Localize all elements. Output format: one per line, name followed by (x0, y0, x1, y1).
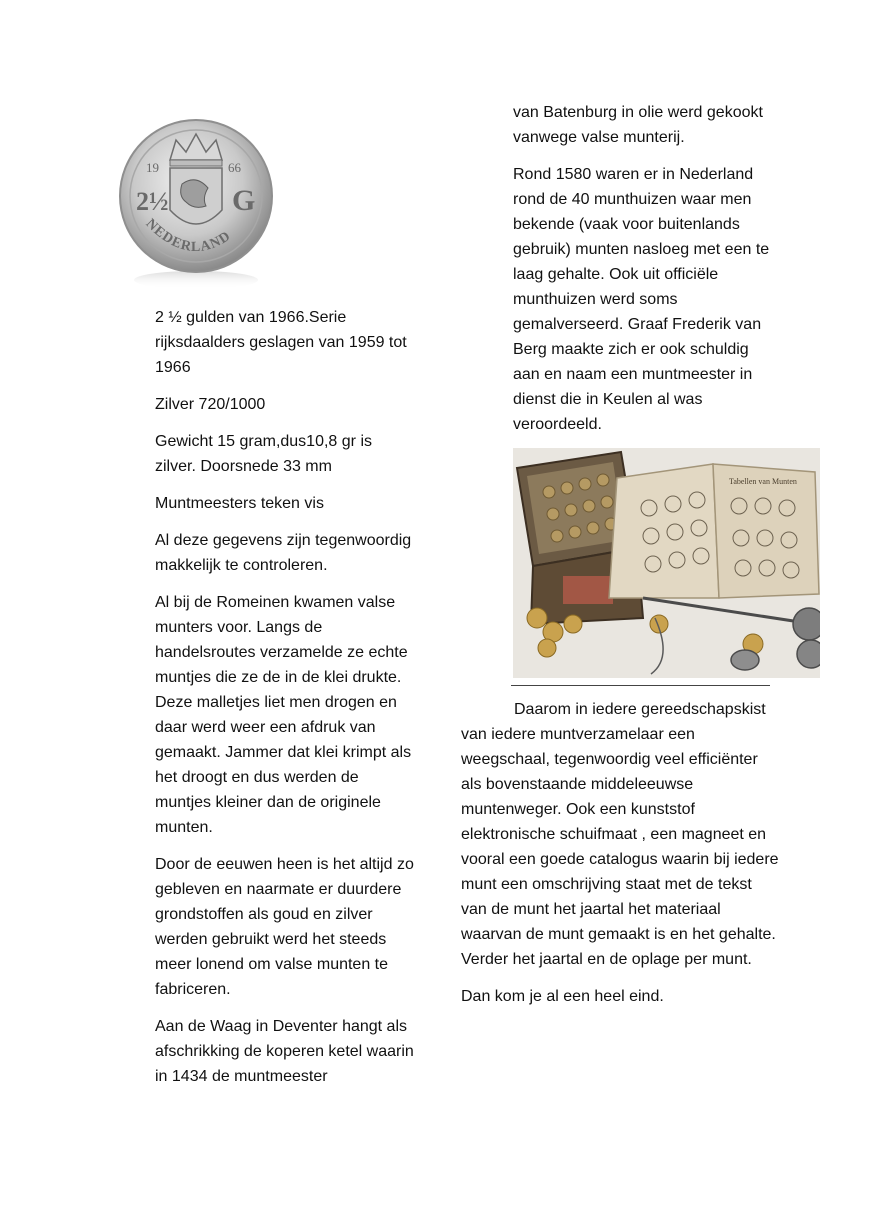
paragraph: Dan kom je al een heel eind. (461, 988, 664, 1005)
paragraph: Al bij de Romeinen kwamen valse munters voor. Langs de handelsroutes verzamelde ze echte muntjes die ze de in de klei drukte. Deze malletjes liet men drogen en daar werd weer een afdruk van gemaakt. Jammer dat klei krimpt als het droogt en dus werden de muntjes kleiner dan de originele munten. (155, 594, 412, 836)
coin-image (112, 114, 282, 294)
paragraph: Gewicht 15 gram,dus10,8 gr is zilver. Doorsnede 33 mm (155, 433, 372, 475)
paragraph: Al deze gegevens zijn tegenwoordig makkelijk te controleren. (155, 532, 412, 574)
paragraph: Daarom in iedere gereedschapskist van iedere muntverzamelaar een weegschaal, tegenwoordig veel efficiënter als bovenstaande middeleeuwse muntenweger. Ook een kunststof elektronische schuifmaat , een magneet en vooral een goede catalogus waarin bij iedere munt een omschrijving staat met de tekst van de munt het jaartal het materiaal waarvan de munt gemaakt is en het gehalte. Verder het jaartal en de oplage per munt. (461, 701, 779, 968)
coin-year-right: 66 (228, 160, 241, 175)
paragraph: 2 ½ gulden van 1966.Serie rijksdaalders geslagen van 1959 tot 1966 (155, 309, 407, 376)
coin-scale-photo (513, 448, 820, 678)
paragraph: Muntmeesters teken vis (155, 495, 324, 512)
coin-value: 2½ (136, 187, 169, 216)
right-column-lower (461, 697, 781, 1021)
divider-line (511, 685, 770, 686)
coin-country: NEDERLAND (142, 216, 234, 256)
paragraph: Zilver 720/1000 (155, 396, 266, 413)
coin-scale-illustration (513, 448, 820, 678)
right-column-upper (513, 100, 775, 449)
left-column (155, 305, 415, 1101)
coin-year-left: 19 (146, 160, 159, 175)
paragraph: Aan de Waag in Deventer hangt als afschrikking de koperen ketel waarin in 1434 de muntmeester (155, 1018, 414, 1085)
paragraph: Door de eeuwen heen is het altijd zo gebleven en naarmate er duurdere grondstoffen als goud en zilver werden gebruikt werd het steeds meer lonend om valse munten te fabriceren. (155, 856, 414, 998)
coin-letter: G (232, 184, 256, 217)
paragraph: van Batenburg in olie werd gekookt vanwege valse munterij. (513, 104, 763, 146)
paragraph: Rond 1580 waren er in Nederland rond de 40 munthuizen waar men bekende (vaak voor buitenlands gebruik) munten nasloeg met een te laag gehalte. Ook uit officiële munthuizen werd soms gemalverseerd. Graaf Frederik van Berg maakte zich er ook schuldig aan en naam een muntmeester in dienst die in Keulen al was veroordeeld. (513, 166, 770, 433)
book-heading: Tabellen van Munten (729, 477, 797, 486)
coin-illustration (112, 114, 282, 294)
